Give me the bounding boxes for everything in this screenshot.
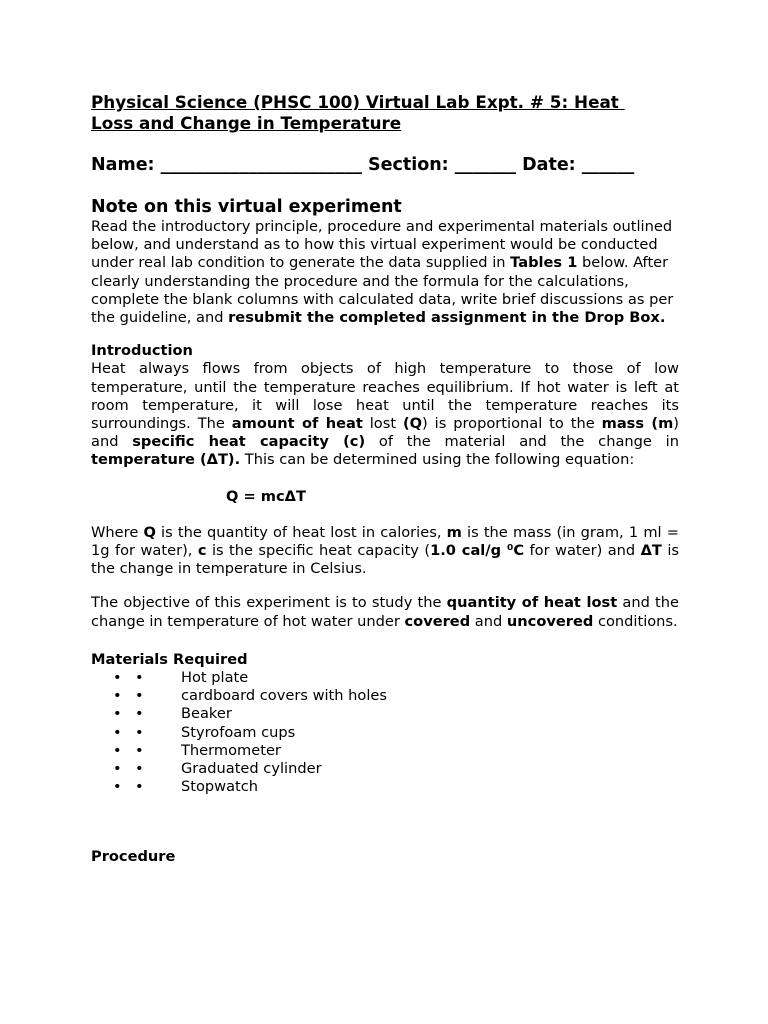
list-item: • • Beaker (113, 705, 232, 723)
list-item: • • Hot plate (113, 669, 249, 687)
bullet-icon: • (135, 760, 144, 777)
bullet-icon: • (135, 705, 144, 723)
note-heading: Note on this virtual experiment (91, 197, 402, 217)
materials-list (91, 669, 679, 796)
bullet-icon: • (135, 723, 144, 741)
bullet-icon: • (113, 687, 122, 705)
list-item: • • Styrofoam cups (113, 723, 296, 741)
bullet-icon: • (113, 723, 122, 741)
document-title (91, 92, 679, 134)
title-line-2: Loss and Change in Temperature (91, 113, 402, 133)
materials-heading: Materials Required (91, 650, 248, 668)
introduction-heading: Introduction (91, 342, 193, 360)
bullet-icon: • (113, 669, 122, 687)
note-paragraph: Read the introductory principle, procedure and experimental materials outlined below, and understand as to how this virtual experiment would be conducted under real lab condition to generate the data supplied in Tables 1 below. After clearly understanding the procedure and the formula for the calculations, complete the blank columns with calculated data, write brief discussions as per the guideline, and resubmit the completed assignment in the Drop Box. (91, 218, 674, 327)
list-item: • • Graduated cylinder (113, 760, 322, 777)
document-page (91, 92, 679, 867)
procedure-heading: Procedure (91, 848, 176, 866)
introduction-paragraph: Heat always flows from objects of high temperature to those of low temperature, until the temperature reaches equilibrium. If hot water is left at room temperature, it will lose heat until the temperature reaches its surroundings. The amount of heat lost (Q) is proportional to the mass (m) and specific heat capacity (c) of the material and the change in temperature (ΔT). This can be determined using the following equation: (91, 360, 679, 469)
bullet-icon: • (113, 741, 122, 759)
bullet-icon: • (135, 669, 144, 687)
bullet-icon: • (113, 778, 122, 796)
bullet-icon: • (135, 741, 144, 759)
list-item: • • Thermometer (113, 741, 281, 759)
bullet-icon: • (135, 687, 144, 705)
name-section-date-line: Name: _______________________ Section: _______ Date: ______ (91, 155, 635, 175)
list-item: • • cardboard covers with holes (113, 687, 387, 705)
heat-equation: Q = mcΔT (226, 487, 306, 505)
where-paragraph: Where Q is the quantity of heat lost in calories, m is the mass (in gram, 1 ml = 1g for water), c is the specific heat capacity (1.0 cal/g ⁰C for water) and ΔT is the change in temperature in Celsius. (91, 523, 679, 578)
list-item: • • Stopwatch (113, 778, 259, 796)
bullet-icon: • (113, 760, 122, 777)
title-line-1: Physical Science (PHSC 100) Virtual Lab Expt. # 5: Heat (91, 92, 625, 112)
bullet-icon: • (135, 778, 144, 796)
bullet-icon: • (113, 705, 122, 723)
objective-paragraph: The objective of this experiment is to study the quantity of heat lost and the change in temperature of hot water under covered and uncovered conditions. (91, 594, 679, 630)
